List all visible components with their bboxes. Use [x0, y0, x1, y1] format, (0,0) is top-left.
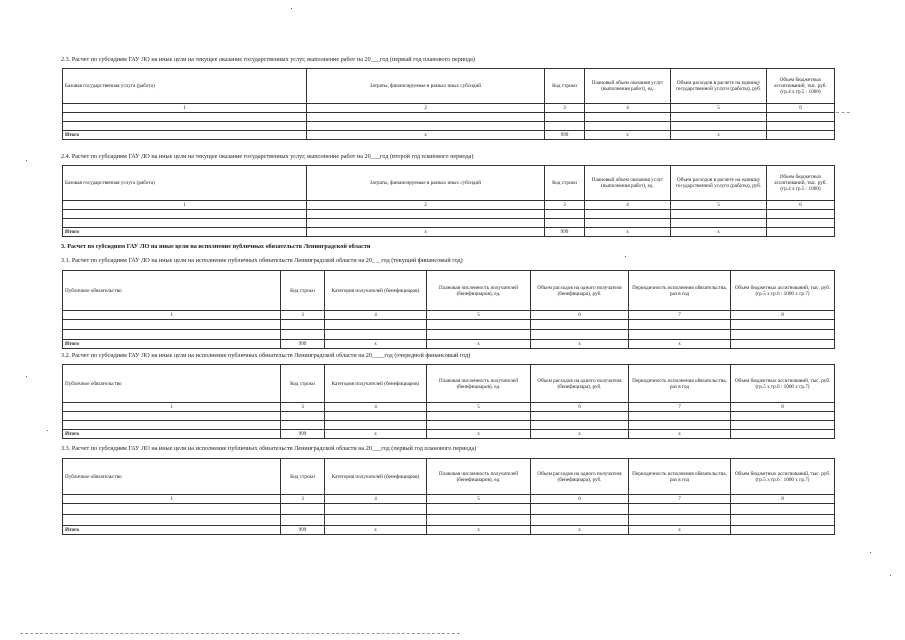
- total-cell: х: [427, 340, 531, 349]
- header-row-code: Код строки: [545, 166, 585, 201]
- col-number: 3: [281, 403, 325, 412]
- total-cell: х: [629, 526, 731, 535]
- col-number: 2: [307, 201, 545, 210]
- col-number: 5: [427, 311, 531, 320]
- header-budget-allocations: Объем бюджетных ассигнований, тыс. руб. (гр.5 х гр.6 : 1000 х гр.7): [731, 365, 835, 403]
- total-cell: х: [585, 228, 671, 237]
- header-row-code: Код строки: [281, 459, 325, 495]
- table-row: [63, 219, 835, 228]
- section-3-1-title: 3.1. Расчет по субсидиям ГАУ ЛО на иные цели на исполнение публичных обязательств Ленинградской области на 20_ _ год (текущий финансовый год): [61, 257, 463, 264]
- header-costs: Затраты, финансируемые в рамках иных субсидий: [307, 166, 545, 201]
- total-cell: х: [585, 131, 671, 140]
- total-label: Итого: [63, 340, 281, 349]
- header-budget-allocations: Объем бюджетных ассигнований, тыс. руб. (гр.4 х гр.5 : 1000): [767, 69, 835, 104]
- col-number: 8: [731, 403, 835, 412]
- total-cell: х: [427, 526, 531, 535]
- total-row-code: 999: [281, 430, 325, 439]
- total-cell: х: [629, 340, 731, 349]
- table-row: [63, 113, 835, 122]
- total-row-code: 999: [545, 131, 585, 140]
- col-number: 8: [731, 311, 835, 320]
- table-row: [63, 320, 835, 330]
- col-number: 1: [63, 311, 281, 320]
- table-row: [63, 210, 835, 219]
- header-public-obligation: Публичное обязательство: [63, 365, 281, 403]
- header-planned-volume: Плановый объем оказания услуг (выполнения работ), ед.: [585, 166, 671, 201]
- scan-speck: [291, 8, 292, 9]
- scan-speck: [870, 552, 871, 553]
- section-2-3-title: 2.3. Расчет по субсидиям ГАУ ЛО на иные цели на текущее оказание государственных услуг, выполнение работ на 20___год (первый год планового периода): [61, 56, 475, 63]
- total-cell: х: [671, 131, 767, 140]
- header-periodicity: Периодичность исполнения обязательства, раз в год: [629, 365, 731, 403]
- header-planned-recipients: Плановая численность получателей (бенефициаров), ед.: [427, 271, 531, 311]
- col-number: 7: [629, 403, 731, 412]
- total-label: Итого: [63, 430, 281, 439]
- col-number: 1: [63, 403, 281, 412]
- header-recipient-category: Категория получателей (бенефициаров): [325, 365, 427, 403]
- header-periodicity: Периодичность исполнения обязательства, раз в год: [629, 459, 731, 495]
- col-number: 4: [585, 104, 671, 113]
- scan-speck: [26, 376, 27, 377]
- total-row-code: 999: [281, 526, 325, 535]
- col-number: 5: [427, 495, 531, 504]
- header-row-code: Код строки: [281, 271, 325, 311]
- header-public-obligation: Публичное обязательство: [63, 271, 281, 311]
- header-base-service: Базовая государственная услуга (работа): [63, 166, 307, 201]
- total-label: Итого: [63, 131, 307, 140]
- total-cell: х: [531, 430, 629, 439]
- col-number: 1: [63, 104, 307, 113]
- total-cell: х: [531, 340, 629, 349]
- col-number: 6: [767, 201, 835, 210]
- section-2-4-title: 2.4. Расчет по субсидиям ГАУ ЛО на иные цели на текущее оказание государственных услуг, выполнение работ на 20___год (второй год планового периода): [61, 153, 474, 160]
- header-row-code: Код строки: [545, 69, 585, 104]
- services-table-2-3: [62, 68, 835, 140]
- scan-speck: [26, 160, 27, 161]
- col-number: 1: [63, 495, 281, 504]
- col-number: 5: [671, 201, 767, 210]
- col-number: 7: [629, 311, 731, 320]
- header-cost-per-recipient: Объем расходов на одного получателя (бенефициара), руб.: [531, 365, 629, 403]
- table-row: [63, 122, 835, 131]
- total-label: Итого: [63, 526, 281, 535]
- header-cost-per-recipient: Объем расходов на одного получателя (бенефициара), руб.: [531, 459, 629, 495]
- section-3-2-title: 3.2. Расчет по субсидиям ГАУ ЛО на иные цели на исполнение публичных обязательств Ленинградской области на 20____год (очередной финансовый год): [61, 352, 471, 359]
- header-cost-per-unit: Объем расходов в расчете на единицу государственной услуги (работы), руб.: [671, 166, 767, 201]
- col-number: 1: [63, 201, 307, 210]
- col-number: 4: [325, 403, 427, 412]
- header-row-code: Код строки: [281, 365, 325, 403]
- table-row: [63, 515, 835, 526]
- scan-speck: [625, 256, 626, 257]
- col-number: 3: [545, 104, 585, 113]
- col-number: 4: [325, 495, 427, 504]
- col-number: 3: [281, 311, 325, 320]
- total-cell: х: [325, 526, 427, 535]
- total-cell: х: [307, 228, 545, 237]
- header-budget-allocations: Объем бюджетных ассигнований, тыс. руб. (гр.4 х гр.5 : 1000): [767, 166, 835, 201]
- header-base-service: Базовая государственная услуга (работа): [63, 69, 307, 104]
- total-cell: х: [671, 228, 767, 237]
- col-number: 5: [671, 104, 767, 113]
- header-periodicity: Периодичность исполнения обязательства, раз в год: [629, 271, 731, 311]
- header-planned-recipients: Плановая численность получателей (бенефициаров), ед.: [427, 459, 531, 495]
- header-budget-allocations: Объем бюджетных ассигнований, тыс. руб. (гр.5 х гр.6 : 1000 х гр.7): [731, 271, 835, 311]
- scan-dash: [836, 112, 850, 113]
- obligations-table-3-1: [62, 270, 835, 349]
- table-row: [63, 330, 835, 340]
- header-cost-per-unit: Объем расходов в расчете на единицу государственной услуги (работы), руб.: [671, 69, 767, 104]
- scan-speck: [890, 575, 891, 576]
- col-number: 5: [427, 403, 531, 412]
- header-recipient-category: Категория получателей (бенефициаров): [325, 271, 427, 311]
- services-table-2-4: [62, 165, 835, 237]
- table-row: [63, 421, 835, 430]
- obligations-table-3-3: [62, 458, 835, 535]
- col-number: 8: [731, 495, 835, 504]
- header-cost-per-recipient: Объем расходов на одного получателя (бенефициара), руб.: [531, 271, 629, 311]
- total-cell: х: [307, 131, 545, 140]
- table-row: [63, 504, 835, 515]
- scan-dash: [20, 633, 460, 634]
- col-number: 6: [531, 495, 629, 504]
- header-public-obligation: Публичное обязательство: [63, 459, 281, 495]
- obligations-table-3-2: [62, 364, 835, 439]
- col-number: 6: [767, 104, 835, 113]
- header-budget-allocations: Объем бюджетных ассигнований, тыс. руб. (гр.5 х гр.6 : 1000 х гр.7): [731, 459, 835, 495]
- total-label: Итого: [63, 228, 307, 237]
- col-number: 7: [629, 495, 731, 504]
- col-number: 4: [585, 201, 671, 210]
- header-planned-volume: Плановый объем оказания услуг (выполнения работ), ед.: [585, 69, 671, 104]
- col-number: 6: [531, 403, 629, 412]
- total-cell: х: [531, 526, 629, 535]
- col-number: 3: [545, 201, 585, 210]
- total-cell: х: [629, 430, 731, 439]
- total-cell: х: [325, 340, 427, 349]
- total-cell: х: [325, 430, 427, 439]
- section-3-title: 3. Расчет по субсидиям ГАУ ЛО на иные цели на исполнение публичных обязательств Ленинградской области: [61, 243, 371, 250]
- scan-speck: [47, 430, 48, 431]
- col-number: 2: [307, 104, 545, 113]
- col-number: 4: [325, 311, 427, 320]
- section-3-3-title: 3.3. Расчет по субсидиям ГАУ ЛО на иные цели на исполнение публичных обязательств Ленинградской области на 20___год (первый год планового периода): [61, 445, 477, 452]
- header-planned-recipients: Плановая численность получателей (бенефициаров), ед.: [427, 365, 531, 403]
- header-recipient-category: Категория получателей (бенефициаров): [325, 459, 427, 495]
- total-row-code: 999: [545, 228, 585, 237]
- total-cell: х: [427, 430, 531, 439]
- table-row: [63, 412, 835, 421]
- col-number: 6: [531, 311, 629, 320]
- total-row-code: 999: [281, 340, 325, 349]
- header-costs: Затраты, финансируемые в рамках иных субсидий: [307, 69, 545, 104]
- col-number: 3: [281, 495, 325, 504]
